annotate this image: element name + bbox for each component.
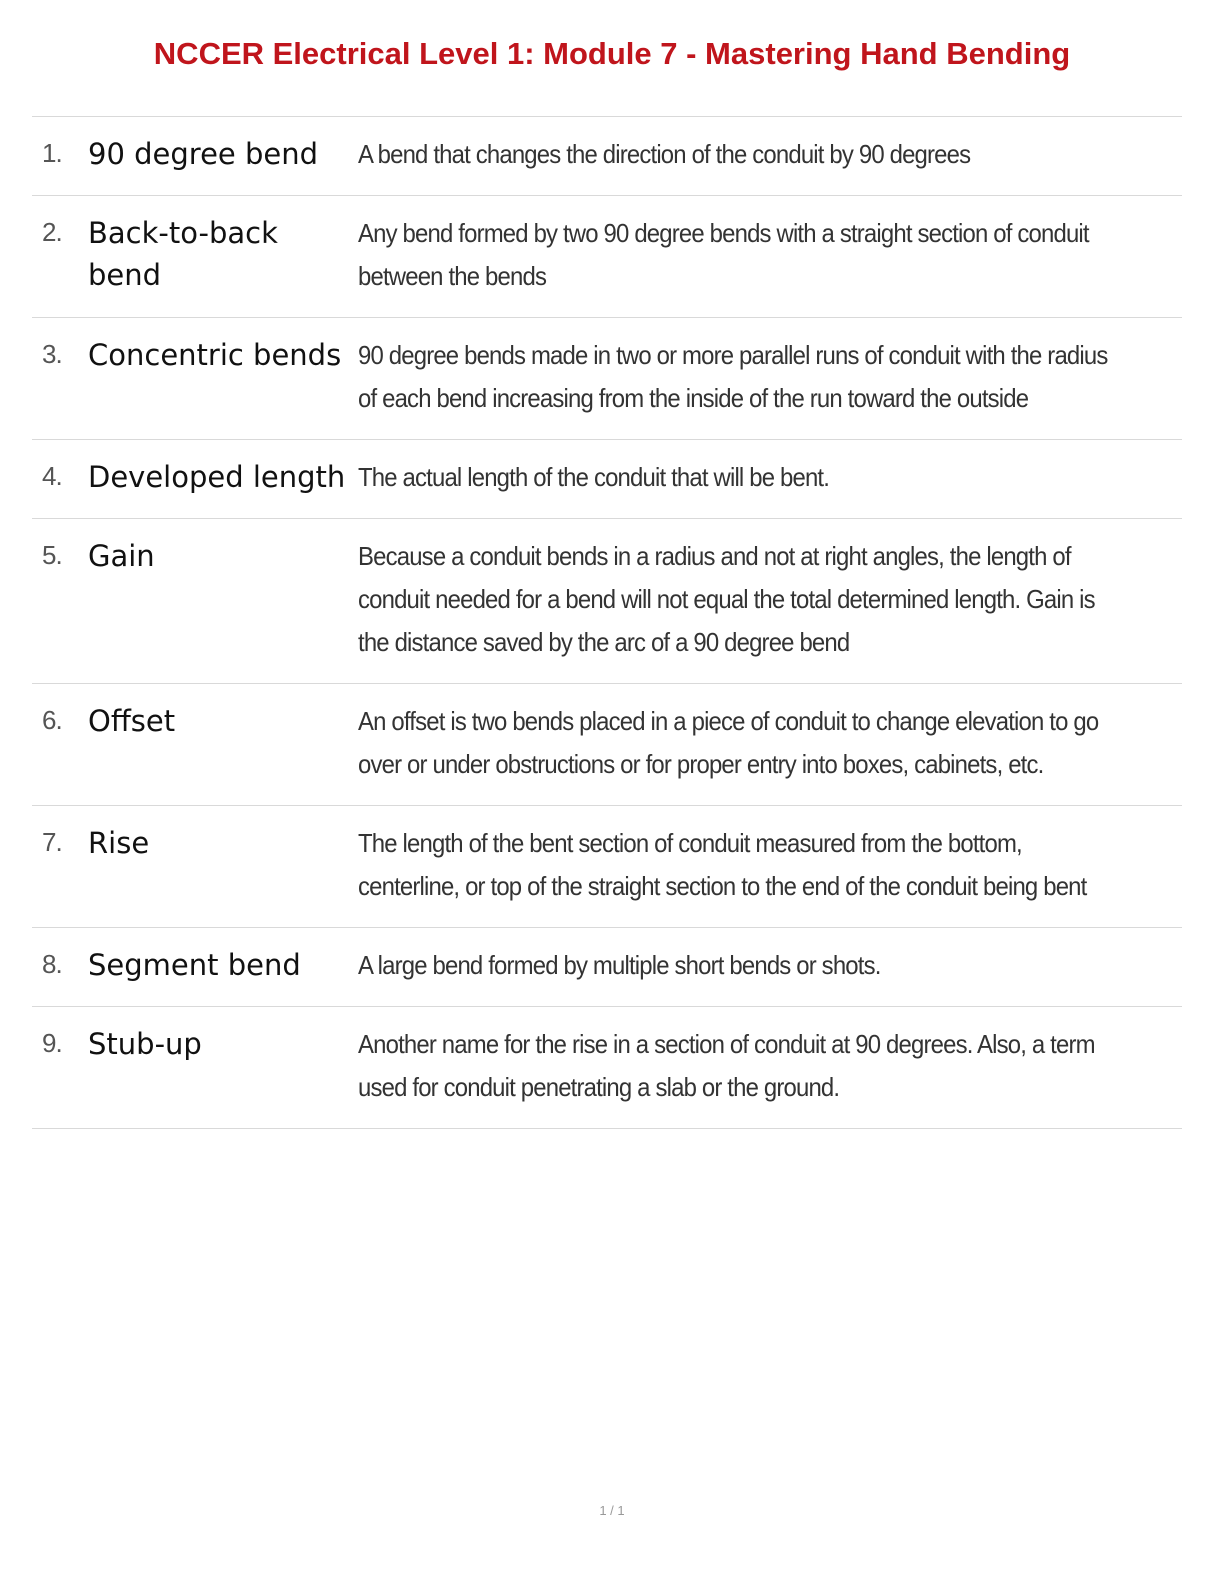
term-row	[32, 519, 1182, 684]
term-number: 5.	[42, 540, 62, 570]
term-word: Back-to-back bend	[88, 216, 278, 292]
term-number: 1.	[42, 138, 62, 168]
term-definition: The actual length of the conduit that will be bent.	[358, 462, 830, 492]
term-definition: Because a conduit bends in a radius and not at right angles, the length of conduit needed for a bend will not equal the total determined length. Gain is the distance saved by the arc of a 90 degree bend	[358, 541, 1095, 657]
term-list	[32, 116, 1182, 1129]
term-word: Segment bend	[88, 948, 301, 982]
term-number: 4.	[42, 461, 62, 491]
term-definition: Another name for the rise in a section of conduit at 90 degrees. Also, a term used for conduit penetrating a slab or the ground.	[358, 1029, 1095, 1102]
term-word: Developed length	[88, 460, 346, 494]
term-number: 8.	[42, 949, 62, 979]
term-definition: 90 degree bends made in two or more parallel runs of conduit with the radius of each bend increasing from the inside of the run toward the outside	[358, 340, 1108, 413]
term-row	[32, 806, 1182, 928]
term-word: Gain	[88, 539, 155, 573]
term-word: Concentric bends	[88, 338, 342, 372]
term-word: Rise	[88, 826, 150, 860]
term-definition: The length of the bent section of conduit measured from the bottom, centerline, or top of the straight section to the end of the conduit being bent	[358, 828, 1087, 901]
term-definition: Any bend formed by two 90 degree bends with a straight section of conduit between the bends	[358, 218, 1089, 291]
term-row	[32, 1007, 1182, 1129]
term-number: 2.	[42, 217, 62, 247]
term-definition: A bend that changes the direction of the conduit by 90 degrees	[358, 139, 971, 169]
term-row	[32, 440, 1182, 519]
term-word: 90 degree bend	[88, 137, 319, 171]
term-row	[32, 684, 1182, 806]
term-number: 3.	[42, 339, 62, 369]
term-row	[32, 318, 1182, 440]
term-row	[32, 928, 1182, 1007]
term-row	[32, 196, 1182, 318]
term-row	[32, 117, 1182, 196]
term-number: 6.	[42, 705, 62, 735]
term-word: Stub-up	[88, 1027, 202, 1061]
page-number: 1 / 1	[599, 1503, 625, 1518]
term-definition: An offset is two bends placed in a piece of conduit to change elevation to go over or under obstructions or for proper entry into boxes, cabinets, etc.	[358, 706, 1099, 779]
term-number: 9.	[42, 1028, 62, 1058]
page-title: NCCER Electrical Level 1: Module 7 - Mastering Hand Bending	[153, 36, 1071, 71]
term-word: Offset	[88, 704, 176, 738]
term-number: 7.	[42, 827, 62, 857]
term-definition: A large bend formed by multiple short bends or shots.	[358, 950, 881, 980]
